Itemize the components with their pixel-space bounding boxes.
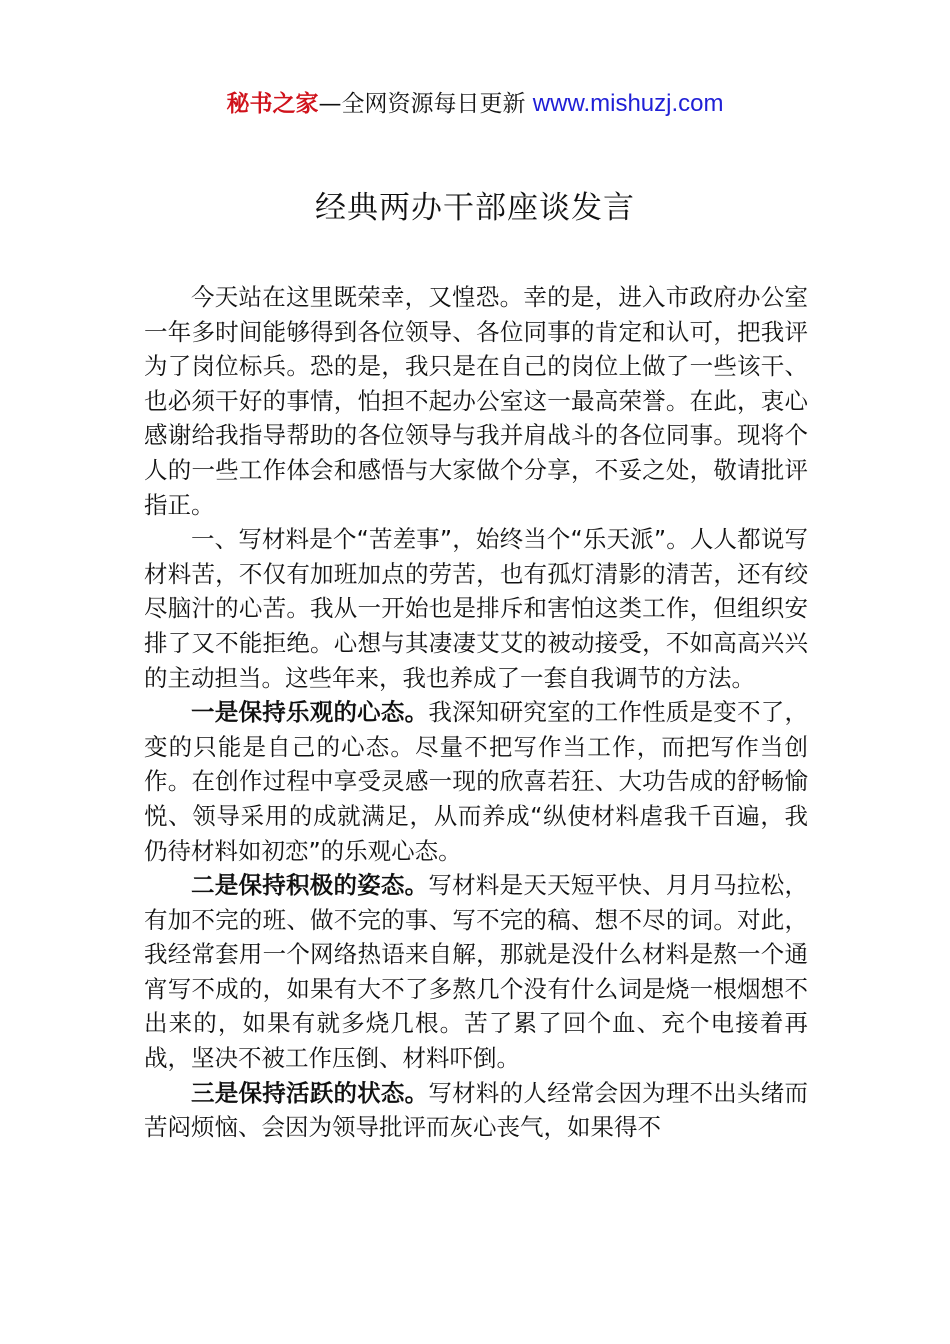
paragraph-text: 写材料的人经常会因为理不出头绪而苦闷烦恼、会因为领导批评而灰心丧气，如果得不	[144, 1078, 809, 1142]
paragraph	[144, 522, 808, 695]
paragraph-lead: 一是保持乐观的心态。	[191, 698, 429, 727]
paragraph-text: 今天站在这里既荣幸，又惶恐。幸的是，进入市政府办公室一年多时间能够得到各位领导、各位同事的肯定和认可，把我评为了岗位标兵。恐的是，我只是在自己的岗位上做了一些该干、也必须干好的事情，怕担不起办公室这一最高荣誉。在此，衷心感谢给我指导帮助的各位领导与我并肩战斗的各位同事。现将个人的一些工作体会和感悟与大家做个分享，不妥之处，敬请批评指正。	[144, 283, 808, 519]
site-url-link[interactable]: www.mishuzj.com	[532, 90, 724, 117]
paragraph	[144, 280, 808, 522]
site-brand: 秘书之家	[226, 91, 319, 117]
paragraph-lead: 三是保持活跃的状态。	[191, 1078, 429, 1107]
paragraph	[144, 695, 808, 868]
paragraph	[144, 868, 808, 1076]
document-body	[144, 280, 808, 1145]
site-header	[0, 88, 950, 120]
paragraph-text: 一、写材料是个“苦差事”，始终当个“乐天派”。人人都说写材料苦，不仅有加班加点的劳苦，也有孤灯清影的清苦，还有绞尽脑汁的心苦。我从一开始也是排斥和害怕这类工作，但组织安排了又不能拒绝。心想与其凄凄艾艾的被动接受，不如高高兴兴的主动担当。这些年来，我也养成了一套自我调节的方法。	[144, 525, 808, 692]
paragraph	[144, 1076, 808, 1145]
document-title: 经典两办干部座谈发言	[315, 190, 635, 226]
paragraph-lead: 二是保持积极的姿态。	[191, 871, 429, 900]
site-tagline: —全网资源每日更新	[318, 91, 533, 117]
paragraph-text: 写材料是天天短平快、月月马拉松，有加不完的班、做不完的事、写不完的稿、想不尽的词。对此，我经常套用一个网络热语来自解，那就是没什么材料是熬一个通宵写不成的，如果有大不了多熬几个没有什么词是烧一根烟想不出来的，如果有就多烧几根。苦了累了回个血、充个电接着再战，坚决不被工作压倒、材料吓倒。	[144, 871, 809, 1073]
paragraph-text: 我深知研究室的工作性质是变不了，变的只能是自己的心态。尽量不把写作当工作，而把写作当创作。在创作过程中享受灵感一现的欣喜若狂、大功告成的舒畅愉悦、领导采用的成就满足，从而养成“纵使材料虐我千百遍，我仍待材料如初恋”的乐观心态。	[144, 698, 809, 865]
